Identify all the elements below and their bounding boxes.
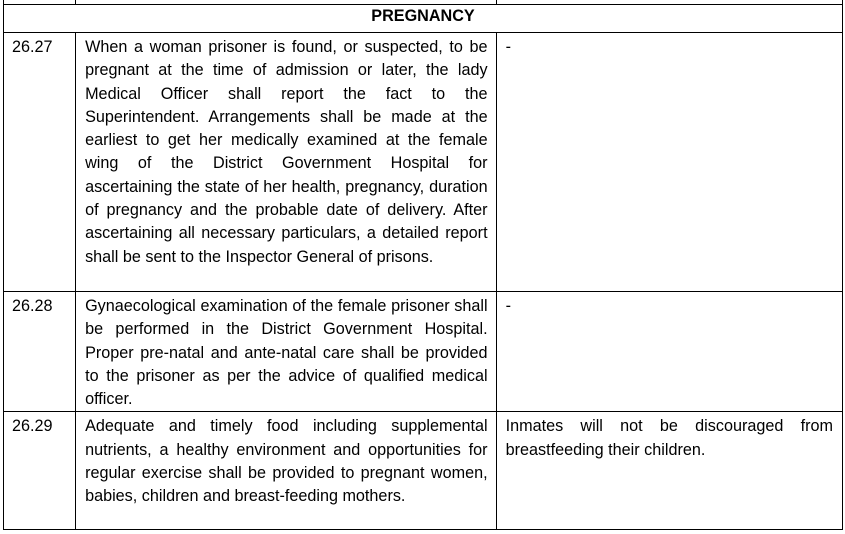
table-row (4, 33, 843, 292)
table-row (4, 412, 843, 530)
clause-text: Adequate and timely food including supplemental nutrients, a healthy environment and opportunities for regular exercise shall be provided to pregnant women, babies, children and breast-feeding mothers. (76, 412, 497, 530)
section-title: PREGNANCY (4, 5, 843, 33)
section-header-row (4, 5, 843, 33)
clause-number: 26.29 (4, 412, 76, 530)
document-page (3, 0, 843, 530)
clause-text: When a woman prisoner is found, or suspected, to be pregnant at the time of admission or later, the lady Medical Officer shall report the fact to the Superintendent. Arrangements shall be made at the earliest to get her medically examined at the female wing of the District Government Hospital for ascertaining the state of her health, pregnancy, duration of pregnancy and the probable date of delivery. After ascertaining all necessary particulars, a detailed report shall be sent to the Inspector General of prisons. (76, 33, 497, 292)
clause-text: Gynaecological examination of the female prisoner shall be performed in the District Government Hospital. Proper pre-natal and ante-natal care shall be provided to the prisoner as per the advice of qualified medical officer. (76, 292, 497, 412)
clause-remark: - (496, 33, 842, 292)
clause-remark: - (496, 292, 842, 412)
provisions-table (3, 0, 843, 530)
clause-remark: Inmates will not be discouraged from breastfeeding their children. (496, 412, 842, 530)
clause-number: 26.27 (4, 33, 76, 292)
clause-number: 26.28 (4, 292, 76, 412)
table-row (4, 292, 843, 412)
